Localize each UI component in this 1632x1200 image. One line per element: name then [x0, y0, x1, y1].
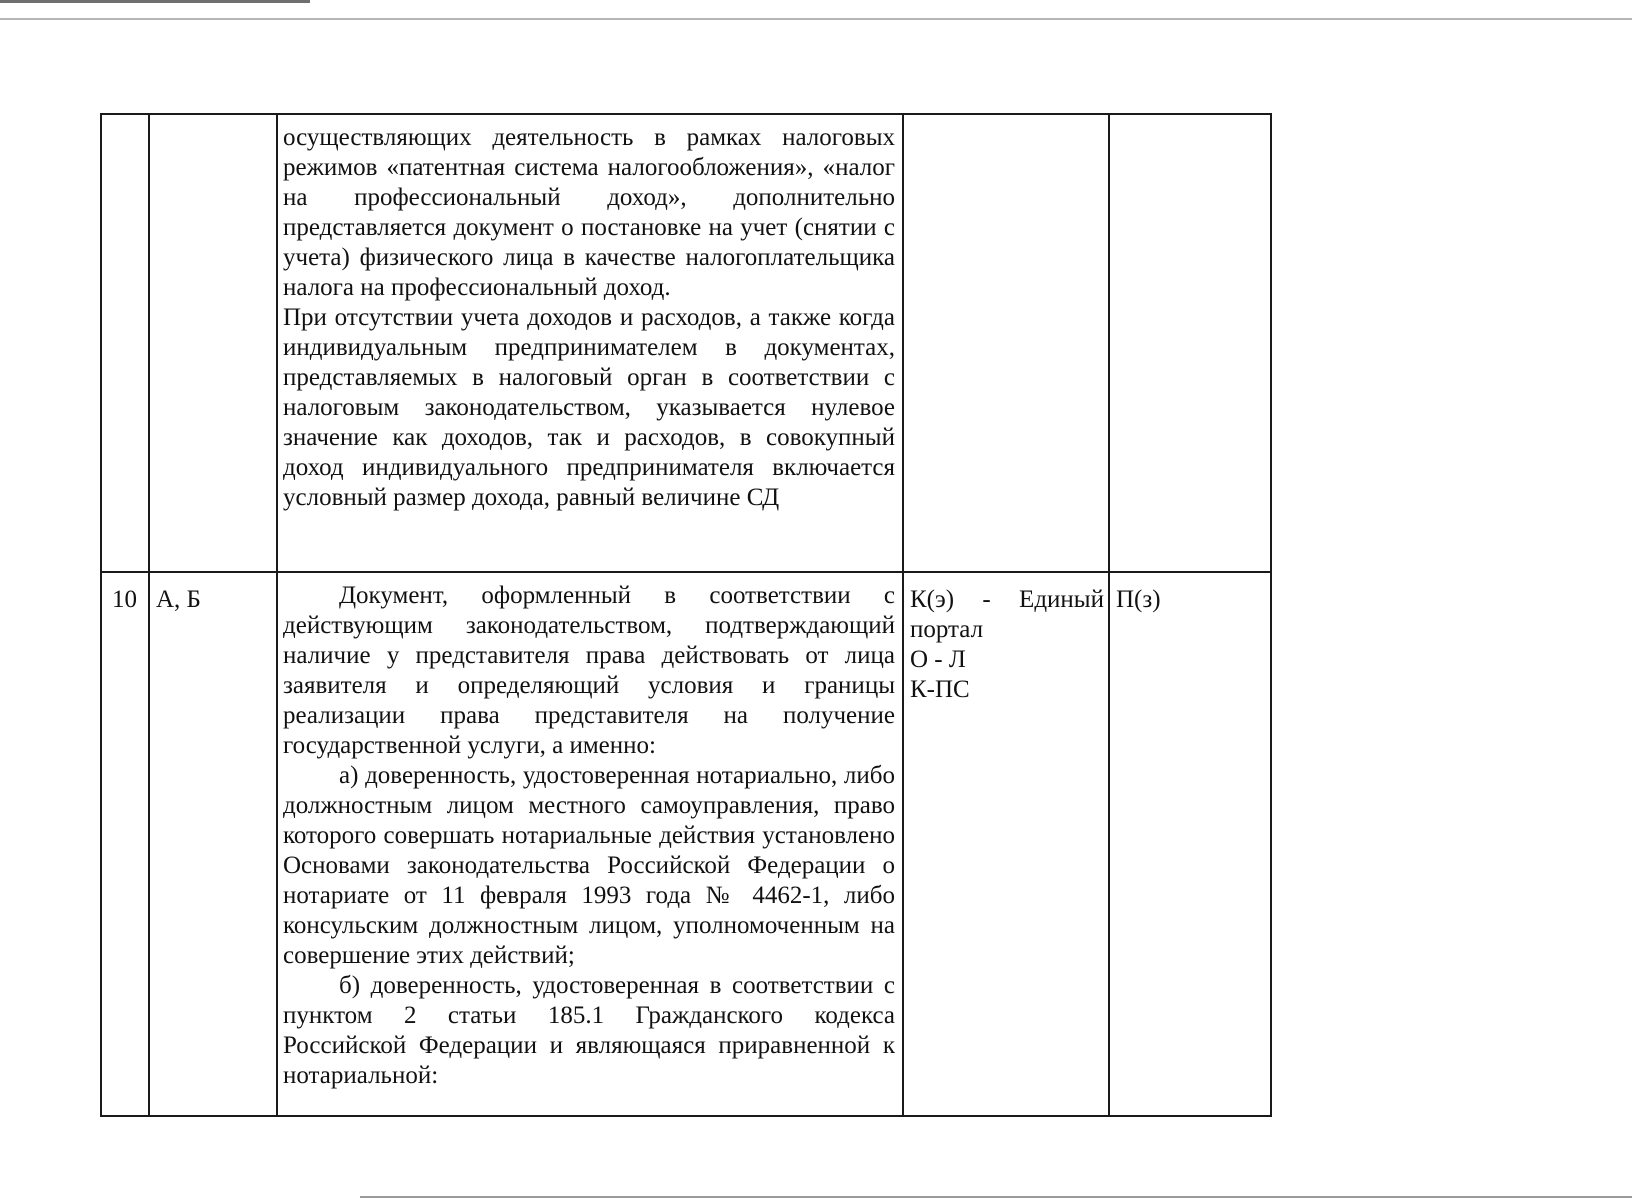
source-dash: -	[982, 586, 991, 613]
description-paragraph: Документ, оформленный в соответствии с действующим законодательством, подтверждающий наличие у представителя права действовать от лица заявителя и определяющий условия и границы реализации права представителя на получение государственной услуги, а именно:	[283, 582, 895, 759]
description-paragraph: осуществляющих деятельность в рамках налоговых режимов «патентная система налогообложения», «налог на профессиональный доход», дополнительно представляется документ о постановке на учет (снятии с учета) физического лица в качестве налогоплательщика налога на профессиональный доход.	[283, 124, 895, 301]
description-paragraph: а) доверенность, удостоверенная нотариально, либо должностным лицом местного самоуправления, право которого совершать нотариальные действия установлено Основами законодательства Российской Федерации о нотариате от 11 февраля 1993 года № 4462-1, либо консульским должностным лицом, уполномоченным на совершение этих действий;	[283, 762, 895, 969]
source-name: Единый	[1019, 586, 1104, 613]
source-line: портал	[910, 616, 984, 643]
scan-line-bottom	[360, 1196, 1632, 1198]
description-paragraph: При отсутствии учета доходов и расходов, а также когда индивидуальным предпринимателем в документах, представляемых в налоговый орган в соответствии с налоговым законодательством, указывается нулевое значение как доходов, так и расходов, в совокупный доход индивидуального предпринимателя включается условный размер дохода, равный величине СД	[283, 304, 895, 511]
scan-line-top	[0, 18, 1632, 20]
row-number: 10	[112, 586, 137, 613]
result-code	[1110, 115, 1270, 127]
category-cell	[149, 572, 277, 1116]
row-number	[102, 115, 148, 127]
description-cell	[277, 114, 903, 572]
table-row	[101, 572, 1271, 1116]
row-number-cell	[101, 572, 149, 1116]
result-cell	[1109, 114, 1271, 572]
source-code: К(э)	[910, 586, 955, 613]
result-cell	[1109, 572, 1271, 1116]
result-code: П(з)	[1116, 586, 1161, 613]
description-cell	[277, 572, 903, 1116]
applicant-category: А, Б	[156, 586, 201, 613]
source-cell	[903, 114, 1109, 572]
source-line	[910, 585, 1104, 615]
row-number-cell	[101, 114, 149, 572]
applicant-category	[150, 115, 276, 127]
source-line: О - Л	[910, 646, 966, 673]
source-cell	[903, 572, 1109, 1116]
document-table	[100, 113, 1272, 1117]
category-cell	[149, 114, 277, 572]
description-paragraph: б) доверенность, удостоверенная в соответствии с пунктом 2 статьи 185.1 Гражданского кодекса Российской Федерации и являющаяся приравненной к нотариальной:	[283, 972, 895, 1089]
scan-edge-top	[0, 0, 310, 3]
source-line: К-ПС	[910, 676, 970, 703]
table-row	[101, 114, 1271, 572]
